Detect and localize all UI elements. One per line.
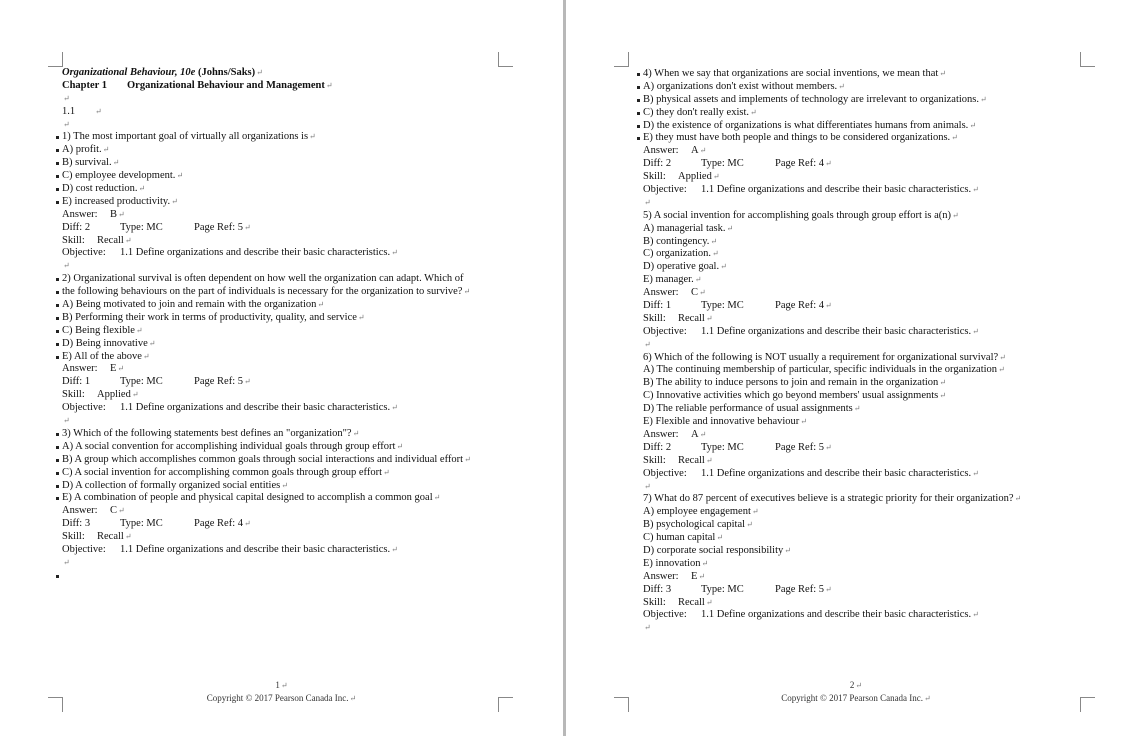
diff-label: Diff:: [643, 158, 664, 170]
paragraph-mark: ↵: [998, 365, 1005, 375]
paragraph-mark: ↵: [142, 351, 150, 361]
objective-line: [643, 184, 1123, 197]
paragraph-mark: ↵: [969, 120, 977, 130]
empty-paragraph: [643, 622, 1123, 635]
type-label: Type:: [701, 583, 725, 595]
skill-label: Skill:: [62, 234, 85, 246]
paragraph-mark: ↵: [63, 416, 70, 426]
meta-line: [62, 222, 512, 235]
page-ref-value: 5: [818, 583, 824, 595]
objective-value: 1.1 Define organizations and describe their basic characteristics.: [120, 402, 391, 414]
objective-label: Objective:: [643, 184, 687, 196]
answer-option: A) A social convention for accomplishing individual goals through group effort↵: [62, 441, 512, 454]
skill-line: [643, 171, 1123, 184]
answer-option: E) innovation↵: [643, 557, 709, 569]
skill-value: Recall: [678, 454, 705, 466]
question-stem: 5) A social invention for accomplishing goals through group effort is a(n)↵: [643, 209, 959, 221]
objective-line: [62, 247, 512, 260]
question-1: [62, 131, 512, 273]
diff-label: Diff:: [643, 300, 664, 312]
chapter-label: Chapter 1: [62, 79, 108, 91]
paragraph-mark: ↵: [357, 312, 365, 322]
answer-value: E: [691, 570, 698, 582]
paragraph-mark: ↵: [746, 520, 753, 530]
skill-line: [643, 455, 1123, 468]
answer-option: A) organizations don't exist without members.↵: [643, 81, 1123, 94]
answer-value: B: [110, 208, 118, 220]
diff-value: 2: [665, 441, 672, 453]
document-page-1: [0, 0, 563, 736]
answer-option: B) The ability to induce persons to join and remain in the organization↵: [643, 377, 947, 389]
answer-line: [643, 287, 1123, 300]
type-label: Type:: [701, 441, 725, 453]
paragraph-mark: ↵: [699, 429, 707, 439]
answer-value: C: [691, 287, 699, 299]
type-value: MC: [727, 441, 744, 453]
paragraph-mark: ↵: [838, 81, 845, 91]
paragraph-mark: ↵: [726, 223, 734, 233]
paragraph-mark: ↵: [112, 158, 120, 168]
empty-paragraph: ↵: [63, 93, 70, 103]
chapter-line: Chapter 1 Organizational Behaviour and Management↵: [62, 79, 333, 91]
skill-label: Skill:: [643, 596, 666, 608]
paragraph-mark: ↵: [716, 533, 724, 543]
crop-mark: [614, 52, 629, 67]
answer-value: A: [691, 428, 699, 440]
crop-mark: [48, 52, 63, 67]
answer-option: B) Performing their work in terms of productivity, quality, and service↵: [62, 312, 512, 325]
answer-value: C: [110, 505, 118, 517]
answer-option: C) Innovative activities which go beyond members' usual assignments↵: [643, 390, 946, 402]
paragraph-mark: ↵: [396, 441, 404, 451]
answer-option: B) contingency.↵: [643, 235, 718, 247]
answer-line: [643, 571, 1123, 584]
diff-label: Diff:: [643, 441, 664, 453]
answer-label: Answer:: [62, 505, 98, 517]
paragraph-mark: ↵: [309, 132, 316, 142]
paragraph-mark: ↵: [281, 480, 288, 490]
answer-option: B) A group which accomplishes common goals through social interactions and individual effort↵: [62, 454, 512, 467]
skill-value: Recall: [97, 531, 124, 543]
paragraph-mark: ↵: [853, 404, 861, 414]
page-number: 2: [849, 680, 855, 690]
paragraph-mark: ↵: [63, 557, 70, 567]
paragraph-mark: ↵: [118, 209, 125, 219]
answer-label: Answer:: [62, 208, 98, 220]
type-value: MC: [146, 376, 163, 388]
paragraph-mark: ↵: [710, 236, 718, 246]
crop-mark: [498, 52, 513, 67]
objective-line: [643, 468, 1123, 481]
answer-label: Answer:: [643, 287, 679, 299]
diff-value: 2: [84, 221, 91, 233]
empty-paragraph: [643, 339, 1123, 352]
paragraph-mark: ↵: [699, 288, 706, 298]
type-value: MC: [727, 583, 744, 595]
answer-line: [62, 505, 512, 518]
answer-line: [643, 429, 1123, 442]
answer-option: E) Flexible and innovative behaviour↵: [643, 416, 807, 428]
objective-value: 1.1 Define organizations and describe their basic characteristics.: [120, 543, 391, 555]
type-value: MC: [146, 221, 163, 233]
answer-option: C) they don't really exist.↵: [643, 107, 1123, 120]
objective-value: 1.1 Define organizations and describe their basic characteristics.: [701, 184, 972, 196]
meta-line: [643, 442, 1123, 455]
objective-label: Objective:: [643, 609, 687, 621]
answer-option: E) increased productivity.↵: [62, 196, 512, 209]
document-page-2: [566, 0, 1146, 736]
answer-option: B) physical assets and implements of technology are irrelevant to organizations.↵: [643, 94, 1123, 107]
type-label: Type:: [701, 158, 725, 170]
answer-option: C) organization.↵: [643, 248, 719, 260]
objective-line: [643, 326, 1123, 339]
answer-option: E) All of the above↵: [62, 351, 512, 364]
book-authors: (Johns/Saks): [197, 67, 256, 78]
paragraph-mark: ↵: [644, 481, 651, 491]
paragraph-mark: ↵: [644, 339, 651, 349]
paragraph-mark: ↵: [952, 210, 959, 220]
answer-line: [62, 209, 512, 222]
chapter-title: Organizational Behaviour and Management: [127, 79, 325, 91]
objective-value: 1.1 Define organizations and describe their basic characteristics.: [701, 325, 972, 337]
answer-option: A) Being motivated to join and remain with the organization↵: [62, 299, 512, 312]
answer-value: A: [691, 145, 699, 157]
question-6: [643, 352, 1123, 494]
answer-option: A) The continuing membership of particular, specific individuals in the organization↵: [643, 364, 1005, 376]
page-ref-value: 4: [237, 518, 243, 530]
answer-option: D) cost reduction.↵: [62, 183, 512, 196]
paragraph-mark: ↵: [800, 417, 807, 427]
paragraph-mark: ↵: [784, 545, 791, 555]
page-ref-label: Page Ref:: [775, 158, 817, 170]
paragraph-mark: ↵: [63, 261, 70, 271]
paragraph-mark: ↵: [825, 442, 832, 452]
paragraph-mark: ↵: [825, 584, 832, 594]
paragraph-mark: ↵: [939, 391, 946, 401]
objective-label: Objective:: [62, 543, 106, 555]
paragraph-mark: ↵: [433, 493, 441, 503]
answer-option: C) A social invention for accomplishing common goals through group effort↵: [62, 467, 512, 480]
paragraph-mark: ↵: [750, 107, 757, 117]
question-stem: 3) Which of the following statements best defines an "organization"?↵: [62, 428, 512, 441]
paragraph-mark: ↵: [1014, 494, 1022, 504]
answer-option: E) they must have both people and things to be considered organizations.↵: [643, 132, 1123, 145]
empty-paragraph: [643, 481, 1123, 494]
paragraph-mark: ↵: [391, 403, 398, 413]
paragraph-mark: ↵: [999, 352, 1006, 362]
question-5: [643, 210, 1123, 352]
objective-value: 1.1 Define organizations and describe their basic characteristics.: [701, 609, 972, 621]
answer-label: Answer:: [643, 428, 679, 440]
question-stem: 6) Which of the following is NOT usually a requirement for organizational survival?↵: [643, 351, 1006, 363]
type-label: Type:: [120, 221, 144, 233]
paragraph-mark: ↵: [751, 507, 759, 517]
answer-label: Answer:: [62, 363, 98, 375]
question-list: [62, 131, 512, 582]
answer-option: A) employee engagement↵: [643, 506, 759, 518]
objective-value: 1.1 Define organizations and describe their basic characteristics.: [120, 247, 391, 259]
book-title-line: Organizational Behaviour, 10e (Johns/Saks)↵: [62, 67, 263, 78]
page-number: 1: [275, 680, 280, 690]
paragraph-mark: ↵: [391, 544, 398, 554]
paragraph-mark: ↵: [972, 610, 979, 620]
page-ref-label: Page Ref:: [775, 300, 817, 312]
paragraph-mark: ↵: [939, 69, 946, 78]
skill-value: Applied: [678, 171, 712, 183]
paragraph-mark: ↵: [699, 146, 707, 156]
paragraph-mark: ↵: [102, 145, 110, 155]
skill-line: [643, 597, 1123, 610]
paragraph-mark: ↵: [464, 454, 471, 464]
answer-option: D) corporate social responsibility↵: [643, 544, 791, 556]
skill-label: Skill:: [62, 531, 85, 543]
answer-option: D) the existence of organizations is what differentiates humans from animals.↵: [643, 120, 1123, 133]
diff-label: Diff:: [62, 518, 83, 530]
answer-option: D) The reliable performance of usual assignments↵: [643, 403, 861, 415]
skill-label: Skill:: [62, 389, 85, 401]
paragraph-mark: ↵: [701, 558, 709, 568]
paragraph-mark: ↵: [383, 467, 390, 477]
answer-option: A) profit.↵: [62, 144, 512, 157]
diff-value: 3: [84, 518, 91, 530]
paragraph-mark: ↵: [825, 159, 832, 169]
answer-line: [643, 145, 1123, 158]
paragraph-mark: ↵: [124, 235, 132, 245]
paragraph-mark: ↵: [135, 325, 143, 335]
objective-line: [62, 544, 512, 557]
answer-value: E: [110, 363, 117, 375]
page-ref-value: 4: [818, 158, 824, 170]
copyright-notice: Copyright © 2017 Pearson Canada Inc.: [781, 693, 924, 703]
empty-paragraph: ↵: [63, 119, 70, 129]
paragraph-mark: ↵: [951, 133, 958, 143]
skill-value: Recall: [678, 312, 705, 324]
page-ref-value: 5: [237, 221, 243, 233]
page-ref-label: Page Ref:: [775, 583, 817, 595]
objective-line: [62, 402, 512, 415]
meta-line: [62, 518, 512, 531]
paragraph-mark: ↵: [712, 249, 719, 259]
type-label: Type:: [120, 518, 144, 530]
paragraph-mark: ↵: [644, 197, 651, 207]
paragraph-mark: ↵: [705, 597, 713, 607]
meta-line: [643, 158, 1123, 171]
paragraph-mark: ↵: [698, 571, 706, 581]
answer-option: C) human capital↵: [643, 532, 724, 544]
skill-line: [643, 313, 1123, 326]
diff-value: 3: [665, 583, 672, 595]
paragraph-mark: ↵: [644, 623, 651, 633]
objective-line: [643, 609, 1123, 622]
paragraph-mark: ↵: [148, 338, 156, 348]
answer-line: [62, 363, 512, 376]
paragraph-mark: ↵: [463, 287, 471, 297]
question-7: [643, 493, 1123, 635]
paragraph-mark: ↵: [118, 506, 125, 516]
answer-option: D) Being innovative↵: [62, 338, 512, 351]
skill-label: Skill:: [643, 171, 666, 183]
question-stem: 7) What do 87 percent of executives believe is a strategic priority for their organization?↵: [643, 493, 1022, 505]
paragraph-mark: ↵: [712, 172, 720, 182]
diff-value: 2: [665, 158, 672, 170]
crop-mark: [1080, 52, 1095, 67]
objective-value: 1.1 Define organizations and describe their basic characteristics.: [701, 467, 972, 479]
answer-option: A) managerial task.↵: [643, 222, 734, 234]
paragraph-mark: ↵: [138, 184, 146, 194]
page-ref-value: 5: [237, 376, 243, 388]
question-stem: the following behaviours on the part of individuals is necessary for the organization to survive?↵: [62, 286, 512, 299]
answer-option: C) Being flexible↵: [62, 325, 512, 338]
skill-label: Skill:: [643, 454, 666, 466]
question-stem: 2) Organizational survival is often dependent on how well the organization can adapt. Which of: [62, 273, 512, 286]
paragraph-mark: ↵: [391, 248, 398, 258]
type-label: Type:: [701, 300, 725, 312]
paragraph-mark: ↵: [244, 377, 251, 387]
page-ref-label: Page Ref:: [194, 376, 236, 388]
paragraph-mark: ↵: [694, 275, 702, 285]
paragraph-mark: ↵: [972, 326, 979, 336]
skill-line: [62, 389, 512, 402]
objective-label: Objective:: [62, 402, 106, 414]
book-title: Organizational Behaviour, 10e: [62, 67, 196, 78]
paragraph-mark: ↵: [705, 313, 713, 323]
skill-value: Recall: [678, 596, 705, 608]
type-label: Type:: [120, 376, 144, 388]
meta-line: [62, 376, 512, 389]
type-value: MC: [146, 518, 163, 530]
paragraph-mark: ↵: [825, 301, 832, 311]
page-1-text[interactable]: [62, 67, 512, 583]
paragraph-mark: ↵: [124, 532, 132, 542]
answer-option: B) survival.↵: [62, 157, 512, 170]
diff-label: Diff:: [62, 376, 83, 388]
objective-label: Objective:: [643, 325, 687, 337]
page-2-text[interactable]: [643, 68, 1123, 635]
page-ref-label: Page Ref:: [194, 221, 236, 233]
empty-paragraph: [62, 260, 512, 273]
paragraph-mark: ↵: [720, 262, 727, 272]
objective-label: Objective:: [643, 467, 687, 479]
diff-value: 1: [665, 300, 672, 312]
skill-label: Skill:: [643, 312, 666, 324]
skill-value: Applied: [97, 389, 131, 401]
diff-label: Diff:: [643, 583, 664, 595]
page-ref-label: Page Ref:: [775, 441, 817, 453]
empty-paragraph: [62, 557, 512, 570]
paragraph-mark: ↵: [176, 171, 184, 181]
objective-label: Objective:: [62, 247, 106, 259]
answer-option: D) operative goal.↵: [643, 261, 727, 273]
paragraph-mark: ↵: [939, 378, 947, 388]
empty-paragraph: [62, 570, 512, 583]
answer-option: B) psychological capital↵: [643, 519, 753, 531]
paragraph-mark: ↵: [131, 390, 139, 400]
question-list: [643, 68, 1123, 635]
skill-line: [62, 235, 512, 248]
question-stem: 4) When we say that organizations are social inventions, we mean that↵: [643, 68, 1123, 81]
question-stem: 1) The most important goal of virtually all organizations is↵: [62, 131, 512, 144]
paragraph-mark: ↵: [171, 196, 178, 206]
page-footer: 2↵ Copyright © 2017 Pearson Canada Inc.↵: [781, 680, 931, 703]
skill-value: Recall: [97, 234, 124, 246]
paragraph-mark: ↵: [972, 468, 979, 478]
page-footer: 1↵ Copyright © 2017 Pearson Canada Inc.↵: [206, 680, 357, 703]
answer-option: E) manager.↵: [643, 274, 702, 286]
empty-paragraph: [643, 197, 1123, 210]
paragraph-mark: ↵: [972, 185, 979, 195]
paragraph-mark: ↵: [244, 222, 251, 232]
type-value: MC: [727, 300, 744, 312]
type-value: MC: [727, 158, 744, 170]
question-3: [62, 428, 512, 570]
paragraph-mark: ↵: [244, 519, 251, 529]
skill-line: [62, 531, 512, 544]
page-ref-label: Page Ref:: [194, 518, 236, 530]
question-2: [62, 273, 512, 428]
answer-label: Answer:: [643, 570, 679, 582]
paragraph-mark: ↵: [317, 300, 325, 310]
paragraph-mark: ↵: [352, 428, 360, 438]
empty-paragraph: [62, 415, 512, 428]
answer-option: E) A combination of people and physical capital designed to accomplish a common goal↵: [62, 492, 512, 505]
meta-line: [643, 300, 1123, 313]
meta-line: [643, 584, 1123, 597]
answer-option: C) employee development.↵: [62, 170, 512, 183]
diff-value: 1: [84, 376, 91, 388]
paragraph-mark: ↵: [980, 94, 987, 104]
copyright-notice: Copyright © 2017 Pearson Canada Inc.: [206, 693, 349, 703]
question-4: [643, 68, 1123, 210]
page-ref-value: 4: [818, 300, 824, 312]
page-ref-value: 5: [818, 441, 824, 453]
diff-label: Diff:: [62, 221, 83, 233]
paragraph-mark: ↵: [117, 364, 125, 374]
answer-label: Answer:: [643, 145, 679, 157]
answer-option: D) A collection of formally organized social entities↵: [62, 480, 512, 493]
paragraph-mark: ↵: [705, 455, 713, 465]
section-number: 1.1 ↵: [62, 105, 102, 117]
